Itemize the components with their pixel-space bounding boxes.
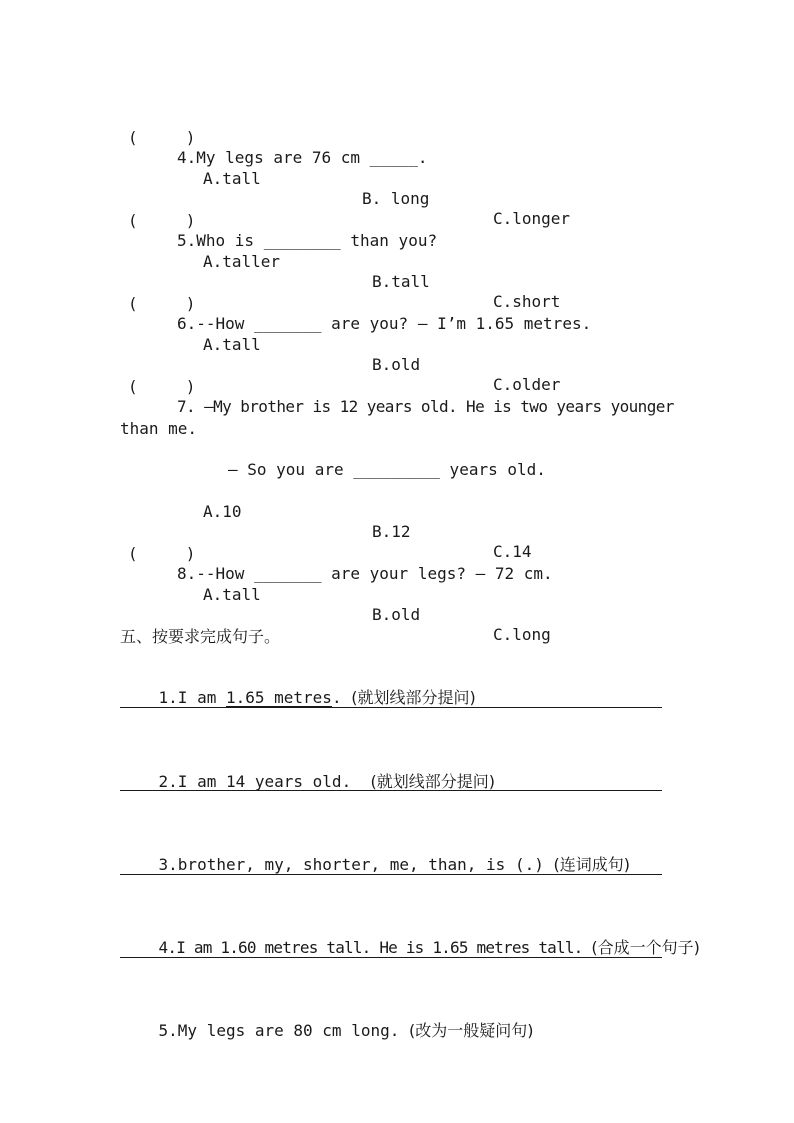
option-a[interactable]: A.taller bbox=[203, 252, 281, 271]
reply-text: – So you are _________ years old. bbox=[228, 460, 546, 479]
answer-line-4[interactable] bbox=[120, 957, 662, 958]
section-5-item-3 bbox=[0, 815, 630, 874]
underlined-phrase: 1.65 metres bbox=[225, 688, 332, 707]
item-suffix: . bbox=[331, 688, 352, 707]
answer-paren[interactable]: ( ) bbox=[128, 128, 196, 147]
section-5-heading-row bbox=[0, 607, 281, 647]
option-b[interactable]: B.old bbox=[372, 605, 421, 624]
answer-paren[interactable]: ( ) bbox=[128, 377, 196, 396]
option-c[interactable]: C.14 bbox=[493, 542, 532, 561]
option-b[interactable]: B.tall bbox=[372, 272, 430, 291]
item-text: 3.brother, my, shorter, me, than, is (.) bbox=[158, 855, 554, 874]
item-instruction: (连词成句) bbox=[553, 855, 630, 874]
section-5-item-5 bbox=[0, 981, 534, 1040]
item-instruction: (就划线部分提问) bbox=[370, 772, 495, 791]
answer-line-2[interactable] bbox=[120, 790, 662, 791]
item-instruction: (合成一个句子) bbox=[591, 938, 700, 957]
underlined-phrase: 14 years old bbox=[216, 772, 342, 791]
answer-paren[interactable]: ( ) bbox=[128, 294, 196, 313]
answer-line-3[interactable] bbox=[120, 874, 662, 875]
question-7-continuation bbox=[0, 399, 198, 439]
section-5-item-1 bbox=[0, 648, 476, 707]
section-5-item-4 bbox=[0, 898, 700, 957]
option-c[interactable]: C.older bbox=[493, 375, 561, 394]
option-c[interactable]: C.long bbox=[493, 625, 551, 644]
item-prefix: 1.I am bbox=[158, 688, 226, 707]
option-c[interactable]: C.short bbox=[493, 292, 561, 311]
question-text: 8.--How _______ are your legs? – 72 cm. bbox=[177, 564, 553, 583]
item-instruction: (改为一般疑问句) bbox=[408, 1021, 534, 1040]
option-a[interactable]: A.tall bbox=[203, 335, 261, 354]
question-text-continuation: than me. bbox=[120, 419, 198, 438]
answer-line-1[interactable] bbox=[120, 707, 662, 708]
option-a[interactable]: A.tall bbox=[203, 169, 261, 188]
question-text: 4.My legs are 76 cm _____. bbox=[177, 148, 428, 167]
section-5-item-2 bbox=[0, 732, 495, 791]
section-heading: 五、按要求完成句子。 bbox=[120, 627, 281, 646]
option-a[interactable]: A.10 bbox=[203, 502, 242, 521]
option-b[interactable]: B.12 bbox=[372, 522, 411, 541]
answer-paren[interactable]: ( ) bbox=[128, 544, 196, 563]
option-a[interactable]: A.tall bbox=[203, 585, 261, 604]
item-instruction: (就划线部分提问) bbox=[351, 688, 476, 707]
item-text: 5.My legs are 80 cm long. bbox=[158, 1021, 409, 1040]
question-7-reply bbox=[0, 440, 546, 480]
question-text: 5.Who is ________ than you? bbox=[177, 231, 438, 250]
item-text: 4.I am 1.60 metres tall. He is 1.65 metres tall. bbox=[158, 938, 592, 957]
item-suffix: . bbox=[341, 772, 371, 791]
question-text: 7. –My brother is 12 years old. He is two years younger bbox=[177, 397, 674, 416]
question-text: 6.--How _______ are you? – I’m 1.65 metres. bbox=[177, 314, 592, 333]
option-b[interactable]: B. long bbox=[362, 189, 430, 208]
item-prefix: 2.I am bbox=[158, 772, 217, 791]
option-c[interactable]: C.longer bbox=[493, 209, 571, 228]
option-b[interactable]: B.old bbox=[372, 355, 421, 374]
answer-paren[interactable]: ( ) bbox=[128, 211, 196, 230]
